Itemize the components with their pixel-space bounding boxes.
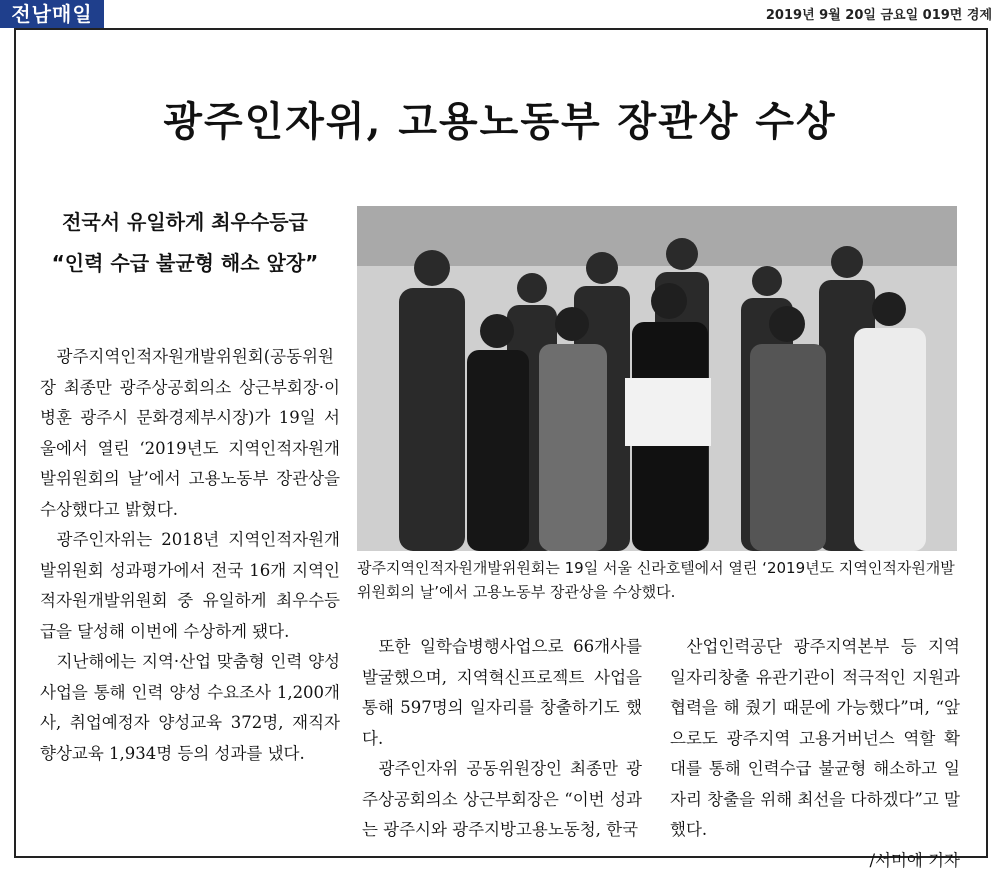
paragraph: 또한 일학습병행사업으로 66개사를 발굴했으며, 지역혁신프로젝트 사업을 통해 597명의 일자리를 창출하기도 했다. — [362, 632, 642, 754]
paragraph: 산업인력공단 광주지역본부 등 지역 일자리창출 유관기관이 적극적인 지원과 협력을 해 줬기 때문에 가능했다”며, “앞으로도 광주지역 고용거버넌스 역할 확대를 통해 인력수급 불균형 해소하고 일자리 창출을 위해 최선을 다하겠다”고 말했다. — [670, 632, 960, 846]
reporter-byline: /서미애 기자 — [670, 846, 960, 876]
body-column-2 — [362, 632, 642, 846]
subheadline-2: “인력 수급 불균형 해소 앞장” — [20, 247, 350, 276]
newspaper-masthead: 전남매일 — [0, 0, 104, 28]
body-column-1 — [40, 342, 340, 769]
paragraph: 지난해에는 지역·산업 맞춤형 인력 양성 사업을 통해 인력 양성 수요조사 1,200개사, 취업예정자 양성교육 372명, 재직자향상교육 1,934명 등의 성과를 냈다. — [40, 647, 340, 769]
article-headline: 광주인자위, 고용노동부 장관상 수상 — [0, 90, 1000, 147]
paragraph: 광주지역인적자원개발위원회(공동위원장 최종만 광주상공회의소 상근부회장·이병훈 광주시 문화경제부시장)가 19일 서울에서 열린 ‘2019년도 지역인적자원개발위원회의 날’에서 고용노동부 장관상을 수상했다고 밝혔다. — [40, 342, 340, 525]
subheadline-1: 전국서 유일하게 최우수등급 — [20, 206, 350, 235]
group-photo — [357, 206, 957, 551]
photo-caption: 광주지역인적자원개발위원회는 19일 서울 신라호텔에서 열린 ‘2019년도 지역인적자원개발위원회의 날’에서 고용노동부 장관상을 수상했다. — [357, 556, 957, 604]
dateline: 2019년 9월 20일 금요일 019면 경제 — [766, 4, 992, 23]
group-photo-illustration — [357, 206, 957, 551]
body-column-3 — [670, 632, 960, 876]
paragraph: 광주인자위는 2018년 지역인적자원개발위원회 성과평가에서 전국 16개 지역인적자원개발위원회 중 유일하게 최우수등급을 달성해 이번에 수상하게 됐다. — [40, 525, 340, 647]
paragraph: 광주인자위 공동위원장인 최종만 광주상공회의소 상근부회장은 “이번 성과는 광주시와 광주지방고용노동청, 한국 — [362, 754, 642, 846]
